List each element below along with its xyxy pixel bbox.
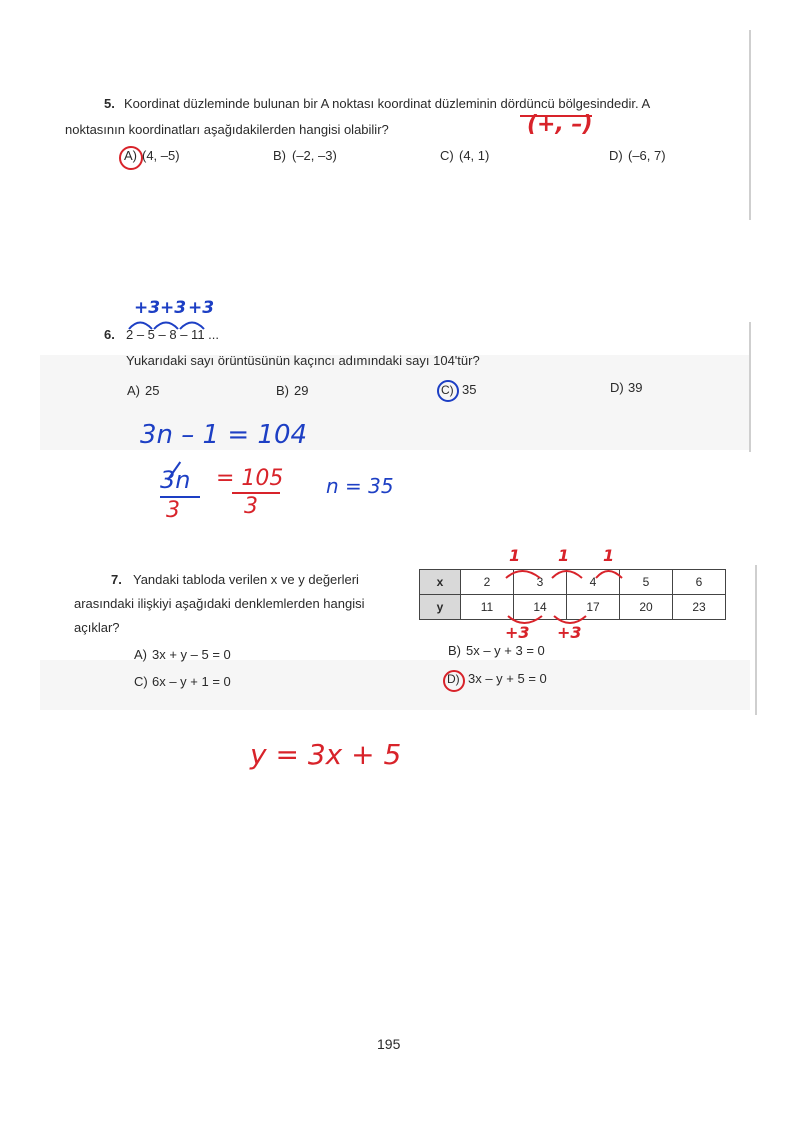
option-value: (–2, –3) — [292, 148, 337, 163]
option-value: 6x – y + 1 = 0 — [152, 674, 231, 689]
table-cell: 14 — [514, 595, 567, 620]
question-text-line: noktasının koordinatları aşağıdakilerden hangisi olabilir? — [65, 122, 389, 137]
option-letter: D) — [610, 380, 624, 395]
question-text-line: Yandaki tabloda verilen x ve y değerleri — [133, 572, 359, 587]
handwritten-step: +3 — [188, 298, 215, 318]
table-header-cell: x — [420, 570, 461, 595]
question-text-line: Yukarıdaki sayı örüntüsünün kaçıncı adımındaki sayı 104'tür? — [126, 353, 480, 368]
handwritten-step: 1 — [558, 546, 570, 565]
number-sequence: 2 – 5 – 8 – 11 ... — [126, 327, 219, 342]
option-value: 25 — [145, 383, 160, 398]
option-value: 5x – y + 3 = 0 — [466, 643, 545, 658]
handwritten-equation: 3n — [160, 466, 191, 494]
table-cell: 2 — [461, 570, 514, 595]
handwritten-step: 1 — [509, 546, 521, 565]
option-value: 35 — [462, 382, 477, 397]
option-letter: C) — [441, 383, 454, 397]
table-cell: 11 — [461, 595, 514, 620]
table-cell: 3 — [514, 570, 567, 595]
table-cell: 5 — [620, 570, 673, 595]
handwritten-step: 1 — [603, 546, 615, 565]
question-text-line: açıklar? — [74, 620, 120, 635]
option-letter: D) — [447, 672, 460, 686]
question-number: 7. — [111, 572, 122, 587]
option-letter: A) — [124, 148, 137, 163]
handwritten-step: +3 — [134, 298, 161, 318]
table-cell: 20 — [620, 595, 673, 620]
right-margin-line — [749, 322, 751, 452]
table-header-cell: y — [420, 595, 461, 620]
option-letter: C) — [440, 148, 454, 163]
handwritten-underline — [520, 115, 592, 117]
page-number: 195 — [377, 1036, 401, 1052]
handwritten-quadrant-sign: (+, –) — [527, 112, 593, 137]
option-letter: B) — [276, 383, 289, 398]
option-letter: D) — [609, 148, 623, 163]
option-value: 39 — [628, 380, 643, 395]
option-value: (–6, 7) — [628, 148, 666, 163]
handwritten-step: +3 — [557, 623, 582, 642]
table-cell: 6 — [673, 570, 726, 595]
option-letter: A) — [127, 383, 140, 398]
right-margin-line — [755, 565, 757, 715]
question-number: 6. — [104, 327, 115, 342]
table-cell: 23 — [673, 595, 726, 620]
option-value: (4, 1) — [459, 148, 490, 163]
option-value: (4, –5) — [142, 148, 180, 163]
option-value: 29 — [294, 383, 309, 398]
handwritten-result: n = 35 — [326, 474, 394, 498]
handwritten-step: +3 — [160, 298, 187, 318]
question-text-line: Koordinat düzleminde bulunan bir A noktası koordinat düzleminin dördüncü bölgesindedir. A — [124, 96, 651, 111]
handwritten-denominator: 3 — [166, 498, 180, 523]
table-cell: 17 — [567, 595, 620, 620]
option-letter: B) — [273, 148, 286, 163]
option-letter: B) — [448, 643, 461, 658]
option-letter: C) — [134, 674, 148, 689]
option-value: 3x – y + 5 = 0 — [468, 671, 547, 686]
handwritten-equation: 3n – 1 = 104 — [140, 420, 308, 450]
handwritten-step: +3 — [505, 623, 530, 642]
handwritten-equation: = 105 — [216, 466, 284, 491]
question-number: 5. — [104, 96, 115, 111]
question-text-line: arasındaki ilişkiyi aşağıdaki denklemlerden hangisi — [74, 596, 365, 611]
option-value: 3x + y – 5 = 0 — [152, 647, 231, 662]
handwritten-denominator: 3 — [244, 494, 258, 519]
option-letter: A) — [134, 647, 147, 662]
table-cell: 4 — [567, 570, 620, 595]
handwritten-solution: y = 3x + 5 — [250, 738, 402, 771]
right-margin-line — [749, 30, 751, 220]
